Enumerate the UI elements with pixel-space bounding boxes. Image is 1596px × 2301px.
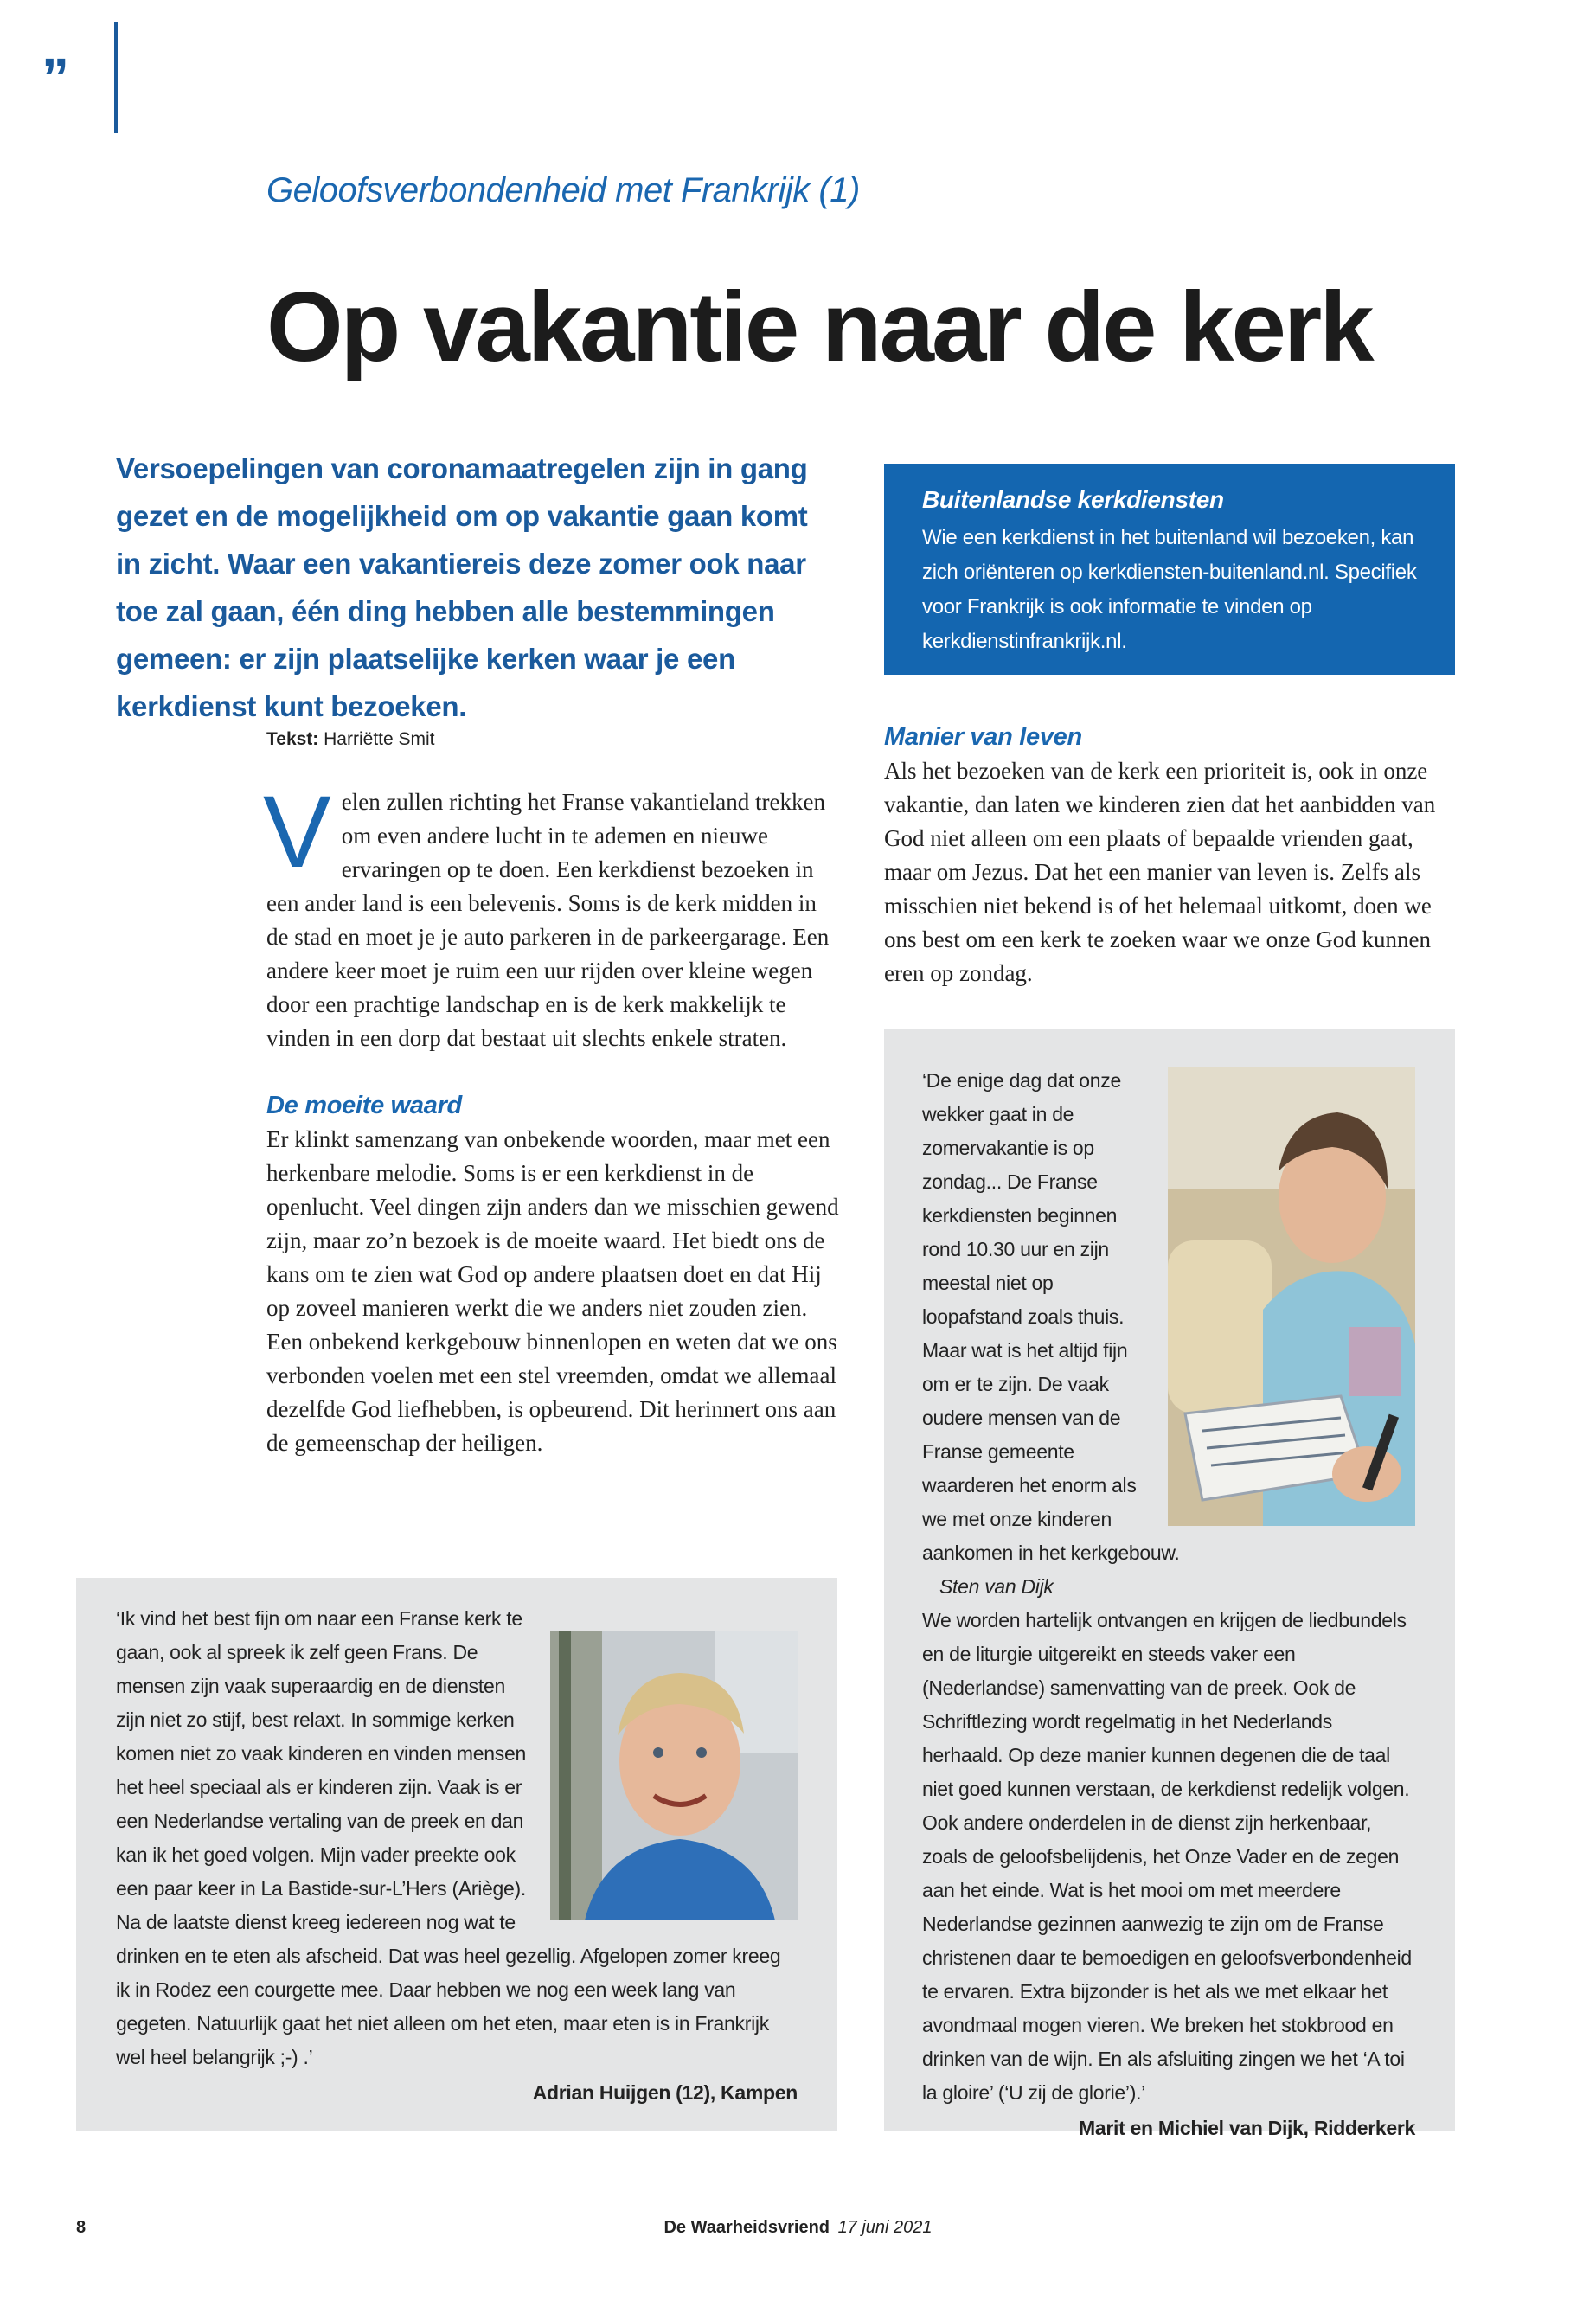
- series-kicker: Geloofsverbondenheid met Frankrijk (1): [266, 171, 860, 209]
- article-paragraph: Als het bezoeken van de kerk een prioriteit is, ook in onze vakantie, dan laten we kinderen zien dat het aanbidden van God niet alleen om een plaats of bepaalde vrienden gaat, maar om Jezus. Dat het een manier van leven is. Zelfs als misschien niet bekend is of het helemaal uitkomt, doen we ons best om een kerk te zoeken waar we onze God kunnen eren op zondag.: [884, 758, 1436, 986]
- quote-box-adrian: [76, 1578, 837, 2131]
- intro-lead: Versoepelingen van coronamaatregelen zijn in gang gezet en de mogelijkheid om op vakantie gaan komt in zicht. Waar een vakantiereis deze zomer ook naar toe zal gaan, één ding hebben alle bestemmingen gemeen: er zijn plaatselijke kerken waar je een kerkdienst kunt bezoeken.: [116, 452, 808, 722]
- quote-mark-icon: ”: [42, 47, 69, 109]
- article-column-left: [263, 775, 841, 1460]
- subhead: De moeite waard: [266, 1092, 462, 1119]
- quote-text-part-a: ‘De enige dag dat onze wekker gaat in de zomervakantie is op zondag... De Franse kerkdiensten beginnen rond 10.30 uur en zijn meestal niet op loopafstand zoals thuis. Maar wat is het altijd fijn om er te zijn. De vaak oudere mensen van de Franse gemeente waarderen het enorm als we met onze kinderen aankomen in het kerkgebouw.: [922, 1069, 1180, 1564]
- quote-text: ‘Ik vind het best fijn om naar een Franse kerk te gaan, ook al spreek ik zelf geen Frans. De mensen zijn vaak superaardig en de diensten zijn niet zo stijf, best relaxt. In sommige kerken komen niet zo vaak kinderen en vinden mensen het heel speciaal als er kinderen zijn. Vaak is er een Nederlandse vertaling van de preek en dan kan ik het goed volgen. Mijn vader preekte ook een paar keer in La Bastide-sur-L’Hers (Ariège). Na de laatste dienst kreeg iedereen nog wat te drinken en te eten als afscheid. Dat was heel gezellig. Afgelopen zomer kreeg ik in Rodez een courgette mee. Daar hebben we nog een week lang van gegeten. Natuurlijk gaat het niet alleen om het eten, maar eten is in Frankrijk wel heel belangrijk ;-) .’: [116, 1607, 781, 2068]
- quote-box-van-dijk: [884, 1029, 1455, 2139]
- article-paragraph: [263, 775, 841, 1055]
- subhead: Manier van leven: [884, 723, 1082, 751]
- info-box-text: Wie een kerkdienst in het buitenland wil bezoeken, kan zich oriënteren op kerkdiensten-buitenland.nl. Specifiek voor Frankrijk is ook informatie te vinden op kerkdienstinfrankrijk.nl.: [922, 526, 1417, 653]
- article-paragraph: Er klinkt samenzang van onbekende woorden, maar met een herkenbare melodie. Soms is er een kerkdienst in de openlucht. Veel dingen zijn anders dan we misschien gewend zijn, maar zo’n bezoek is de moeite waard. Het biedt ons de kans om te zien wat God op andere plaatsen doet en dat Hij op zoveel manieren werkt die we anders niet zouden zien. Een onbekend kerkgebouw binnenlopen en weten dat we ons verbonden voelen met een stel vreemden, omdat we allemaal dezelfde God liefhebben, is opbeurend. Dit herinnert ons aan de gemeenschap der heiligen.: [266, 1126, 839, 1456]
- article-column-right: [884, 720, 1458, 990]
- issue-date: 17 juni 2021: [837, 2218, 933, 2237]
- header-rule: [114, 22, 118, 133]
- paragraph-text: elen zullen richting het Franse vakantieland trekken om even andere lucht in te ademen en nieuwe ervaringen op te doen. Een kerkdienst bezoeken in een ander land is een belevenis. Soms is de kerk midden in de stad en moet je je auto parkeren in de parkeergarage. Een andere keer moet je ruim een uur rijden over kleine wegen door een prachtige landschap en is de kerk makkelijk te vinden in een dorp dat bestaat uit slechts enkele straten.: [266, 789, 830, 1051]
- quote-attribution: Marit en Michiel van Dijk, Ridderkerk: [1079, 2117, 1415, 2139]
- photo-caption: Sten van Dijk: [939, 1575, 1054, 1598]
- info-box-title: Buitenlandse kerkdiensten: [922, 486, 1224, 513]
- quote-text-part-b: [922, 1570, 1415, 1604]
- portrait-illustration: [550, 1631, 798, 1920]
- info-box: [884, 464, 1455, 675]
- reading-child-illustration: [1168, 1067, 1415, 1526]
- byline: [266, 729, 435, 750]
- page-number: 8: [76, 2218, 87, 2237]
- drop-cap: V: [263, 775, 331, 889]
- quote-text-continued: We worden hartelijk ontvangen en krijgen de liedbundels en de liturgie uitgereikt en steeds vaker een (Nederlandse) samenvatting van de preek. Ook de Schriftlezing wordt regelmatig in het Nederlands herhaald. Op deze manier kunnen degenen die de taal niet goed kunnen verstaan, de kerkdienst redelijk volgen. Ook andere onderdelen in de dienst zijn herkenbaar, zoals de geloofsbelijdenis, het Onze Vader en de zegen aan het einde. Wat is het mooi om met meerdere Nederlandse gezinnen aanwezig te zijn om de Franse christenen daar te bemoedigen en geloofsverbondenheid te ervaren. Extra bijzonder is het als we met elkaar het avondmaal mogen vieren. We breken het stokbrood en drinken van de wijn. En als afsluiting zingen we het ‘A toi la gloire’ (‘U zij de glorie’).’: [922, 1609, 1412, 2104]
- photo-boy: [550, 1631, 798, 1920]
- photo-child-reading: [1168, 1067, 1415, 1526]
- footer-publication: [0, 2218, 1596, 2238]
- page-title: Op vakantie naar de kerk: [266, 272, 1372, 382]
- quote-attribution: Adrian Huijgen (12), Kampen: [532, 2081, 798, 2104]
- byline-author: Harriëtte Smit: [324, 729, 435, 749]
- byline-label: Tekst:: [266, 729, 319, 749]
- magazine-name: De Waarheidsvriend: [663, 2218, 830, 2237]
